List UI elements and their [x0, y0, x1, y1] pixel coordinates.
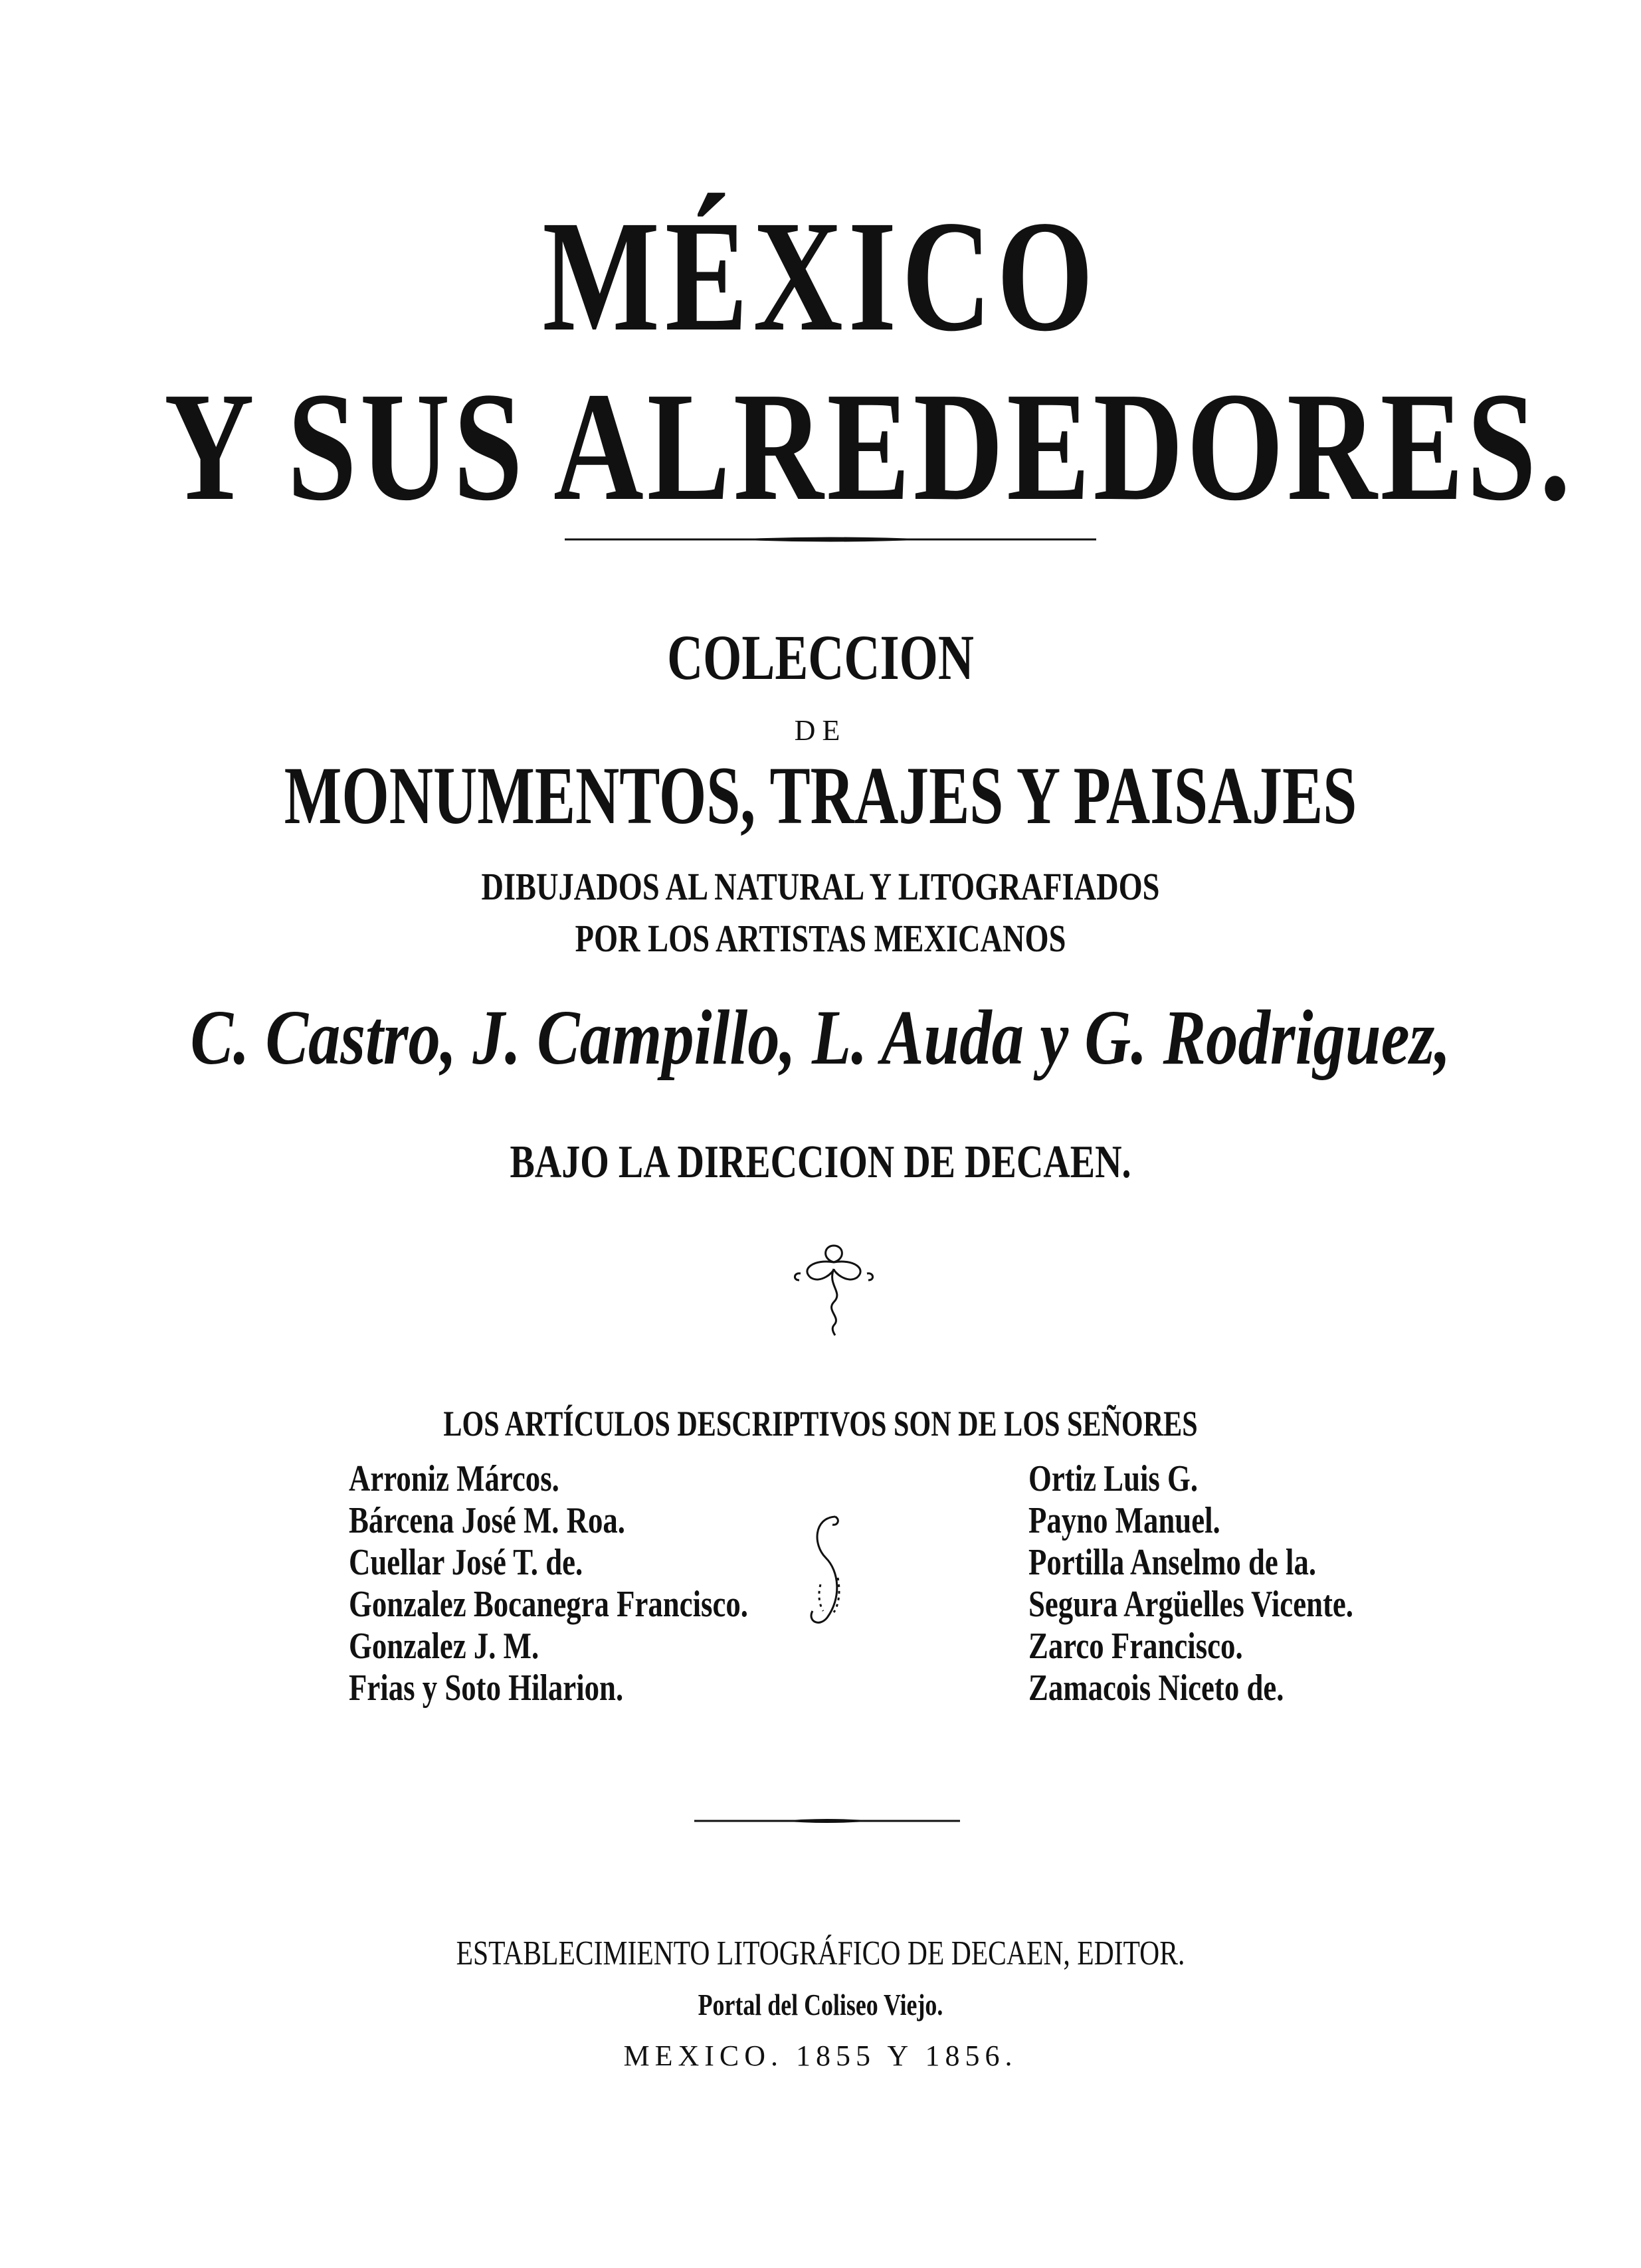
author-name: Zamacois Niceto de.: [1028, 1667, 1284, 1709]
collection-de: DE: [794, 714, 847, 747]
author-name: Portilla Anselmo de la.: [1028, 1542, 1317, 1583]
s-flourish-ornament-icon: [794, 1511, 860, 1631]
establishment-line: ESTABLECIMIENTO LITOGRÁFICO DE DECAEN, EDITOR.: [456, 1935, 1185, 1972]
author-name: Zarco Francisco.: [1028, 1626, 1243, 1667]
articles-heading: LOS ARTÍCULOS DESCRIPTIVOS SON DE LOS SEÑORES: [443, 1404, 1198, 1444]
author-name: Payno Manuel.: [1028, 1500, 1220, 1541]
author-name: Gonzalez Bocanegra Francisco.: [349, 1584, 748, 1625]
authors-right-column: [1028, 1458, 1434, 1709]
place-date-line: MEXICO. 1855 Y 1856.: [623, 2039, 1018, 2072]
artists-line: POR LOS ARTISTAS MEXICANOS: [575, 917, 1066, 960]
collection-subject: MONUMENTOS, TRAJES Y PAISAJES: [284, 750, 1357, 841]
main-title-line2: Y SUS ALREDEDORES.: [164, 360, 1574, 533]
authors-left-column: [349, 1458, 848, 1709]
divider-rule-top: [565, 535, 1096, 544]
author-name: Gonzalez J. M.: [349, 1626, 539, 1667]
author-name: Cuellar José T. de.: [349, 1542, 583, 1583]
collection-heading: COLECCION: [667, 622, 974, 693]
address-line: Portal del Coliseo Viejo.: [698, 1988, 943, 2022]
main-title-line1: MÉXICO: [542, 187, 1099, 364]
divider-rule-bottom: [694, 1817, 960, 1825]
author-name: Segura Argüelles Vicente.: [1028, 1584, 1353, 1625]
author-name: Bárcena José M. Roa.: [349, 1500, 625, 1541]
direction-line: BAJO LA DIRECCION DE DECAEN.: [510, 1137, 1131, 1188]
author-name: Ortiz Luis G.: [1028, 1458, 1199, 1499]
author-name: Frias y Soto Hilarion.: [349, 1667, 624, 1709]
author-name: Arroniz Márcos.: [349, 1458, 559, 1499]
drawn-line: DIBUJADOS AL NATURAL Y LITOGRAFIADOS: [481, 865, 1160, 908]
artist-names: C. Castro, J. Campillo, L. Auda y G. Rodriguez,: [190, 994, 1451, 1081]
flourish-ornament-icon: [787, 1239, 880, 1339]
